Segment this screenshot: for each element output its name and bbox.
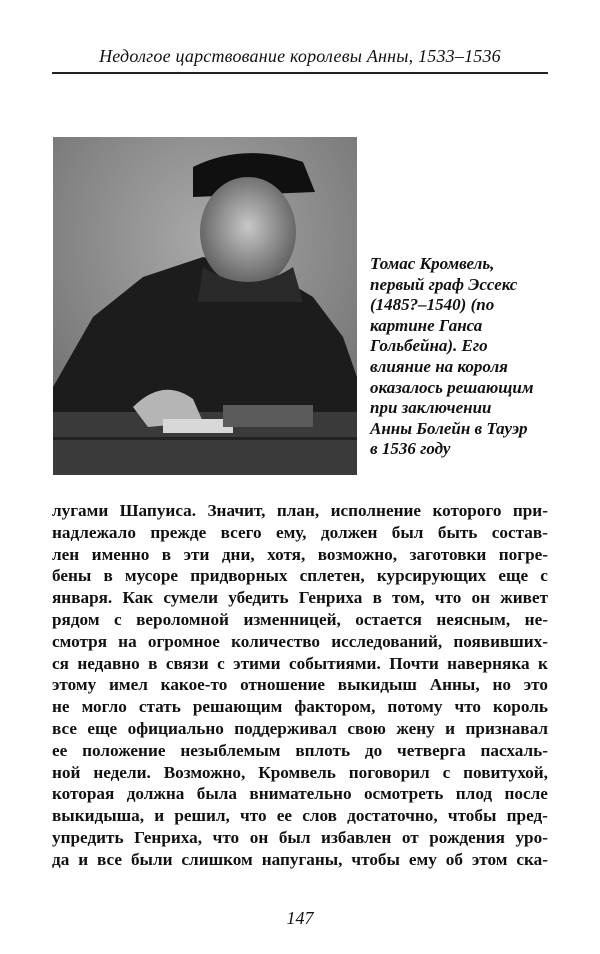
portrait-image xyxy=(53,137,357,475)
body-line: рядом с вероломной изменницей, остается неясным, не- xyxy=(52,609,548,629)
body-line: ся недавно в связи с этими событиями. Почти наверняка к xyxy=(52,653,548,673)
body-line: все еще официально поддерживал свою жену и признавал xyxy=(52,718,548,738)
caption-line: Гольбейна). Его xyxy=(370,336,488,356)
body-line: января. Как сумели убедить Генриха в том, что он живет xyxy=(52,588,548,608)
body-line: бены в мусоре придворных сплетен, курсирующих еще с xyxy=(52,566,548,586)
body-line: ной недели. Возможно, Кромвель поговорил с повитухой, xyxy=(52,762,548,782)
caption-line: Анны Болейн в Тауэр xyxy=(370,418,528,438)
body-line: да и все были слишком напуганы, чтобы ему об этом ска- xyxy=(52,849,548,869)
body-text xyxy=(52,500,548,871)
caption-line: Томас Кромвель, xyxy=(370,254,495,273)
caption-line: картине Ганса xyxy=(370,315,483,335)
body-line: лен именно в эти дни, хотя, возможно, заготовки погре- xyxy=(52,544,548,564)
caption-line: при заключении xyxy=(370,398,492,418)
caption-line: первый граф Эссекс xyxy=(370,274,518,294)
header-rule xyxy=(52,72,548,74)
body-line: не могло стать решающим фактором, потому что король xyxy=(52,697,548,717)
figure-caption xyxy=(370,254,570,460)
body-line: надлежало прежде всего ему, должен был быть состав- xyxy=(52,522,548,542)
caption-line: (1485?–1540) (по xyxy=(370,295,495,315)
body-line: смотря на огромное количество исследований, появивших- xyxy=(52,631,548,651)
running-header: Недолгое царствование королевы Анны, 1533–1536 xyxy=(99,46,501,66)
body-line: которая должна была внимательно осмотреть плод после xyxy=(52,784,548,804)
caption-line: оказалось решающим xyxy=(370,377,534,397)
body-line: упредить Генриха, что он был избавлен от рождения уро- xyxy=(52,827,548,847)
body-line: лугами Шапуиса. Значит, план, исполнение которого при- xyxy=(52,501,548,520)
caption-line: в 1536 году xyxy=(370,439,451,459)
body-line: выкидыша, и решил, что ее слов достаточно, чтобы пред- xyxy=(52,806,548,826)
body-line: ее положение незыблемым вплоть до четверга пасхаль- xyxy=(52,740,548,760)
caption-line: влияние на короля xyxy=(370,356,508,376)
page-number: 147 xyxy=(286,908,314,928)
body-line: этому имел какое-то отношение выкидыш Анны, но это xyxy=(52,675,548,695)
